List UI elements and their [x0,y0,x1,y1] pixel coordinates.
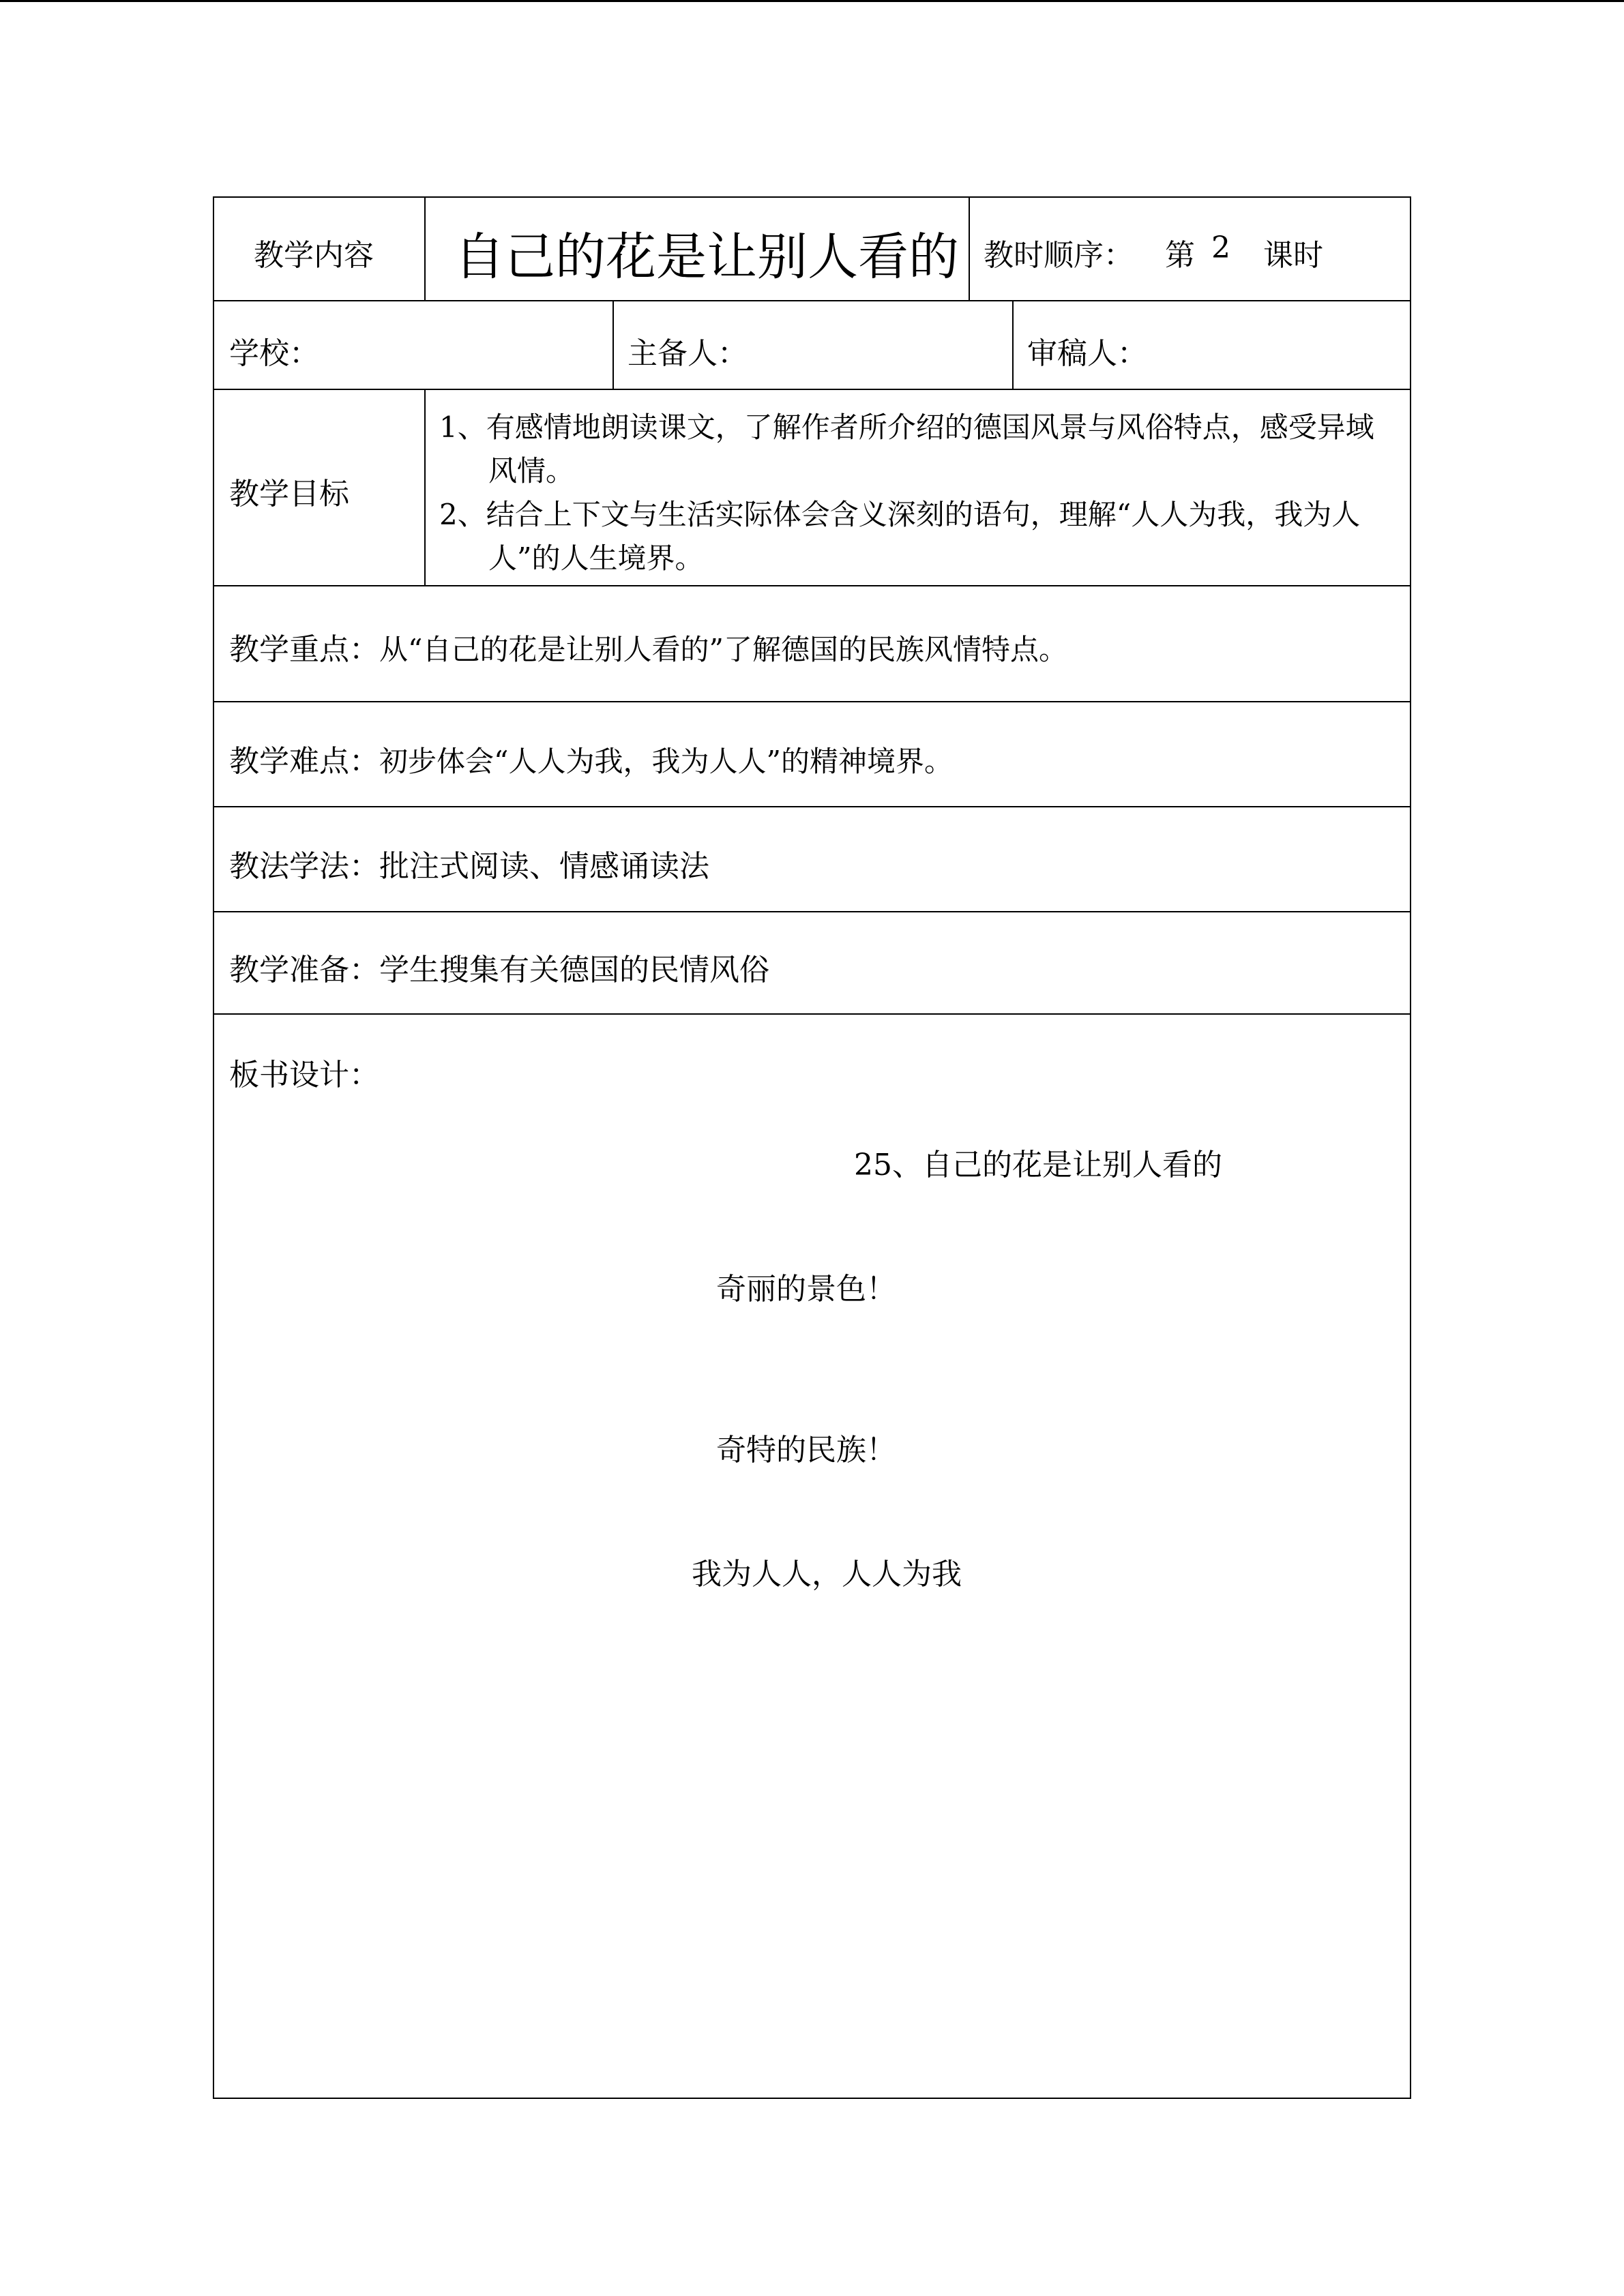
top-border-line [0,0,1624,2]
key-point-row [229,625,1067,668]
key-point-text: 从“自己的花是让别人看的”了解德国的民族风情特点。 [379,633,1067,666]
methods-label: 教法学法： [229,849,379,884]
row-divider [214,911,1410,912]
column-divider [612,300,614,389]
column-divider [424,198,426,300]
board-title-text: 25、自己的花是让别人看的 [854,1148,1222,1182]
order-prefix: 第 [1165,238,1195,273]
difficulty-text: 初步体会“人人为我，我为人人”的精神境界。 [379,745,953,778]
board-line-3: 我为人人，人人为我 [692,1557,962,1592]
objectives-label: 教学目标 [229,477,349,511]
row-divider [214,701,1410,702]
order-label: 教时顺序： [984,238,1134,273]
board-design-title [641,1140,1466,1184]
difficulty-row [229,736,953,780]
difficulty-label: 教学难点： [229,744,379,779]
row-divider [214,806,1410,807]
preparer-label: 主备人： [628,336,748,371]
methods-row [229,841,709,885]
lesson-title: 自己的花是让别人看的 [454,228,959,286]
objective-1-line-1: 1、有感情地朗读课文，了解作者所介绍的德国风景与风俗特点，感受异域 [439,411,1374,444]
preparation-row [229,945,769,989]
school-label: 学校： [229,336,319,371]
row-divider [214,1013,1410,1015]
reviewer-label: 审稿人： [1027,336,1147,371]
order-suffix: 课时 [1263,238,1323,273]
methods-text: 批注式阅读、情感诵读法 [379,849,709,884]
column-divider [424,389,426,585]
board-line-2: 奇特的民族！ [716,1433,896,1467]
key-point-label: 教学重点： [229,632,379,667]
objective-2-line-2: 人”的人生境界。 [488,541,704,575]
order-number: 2 [1211,230,1230,265]
row-divider [214,300,1410,301]
board-line-1: 奇丽的景色！ [716,1272,896,1307]
lesson-plan-table [213,196,1411,2099]
row-divider [214,585,1410,586]
preparation-label: 教学准备： [229,953,379,987]
board-design-label: 板书设计： [229,1058,379,1092]
objective-2-line-1: 2、结合上下文与生活实际体会含义深刻的语句，理解“人人为我，我为人 [439,498,1361,531]
column-divider [1012,300,1014,389]
objective-1-line-2: 风情。 [488,454,575,488]
row-divider [214,389,1410,390]
column-divider [969,198,970,300]
content-label: 教学内容 [254,238,374,273]
preparation-text: 学生搜集有关德国的民情风俗 [379,953,769,987]
